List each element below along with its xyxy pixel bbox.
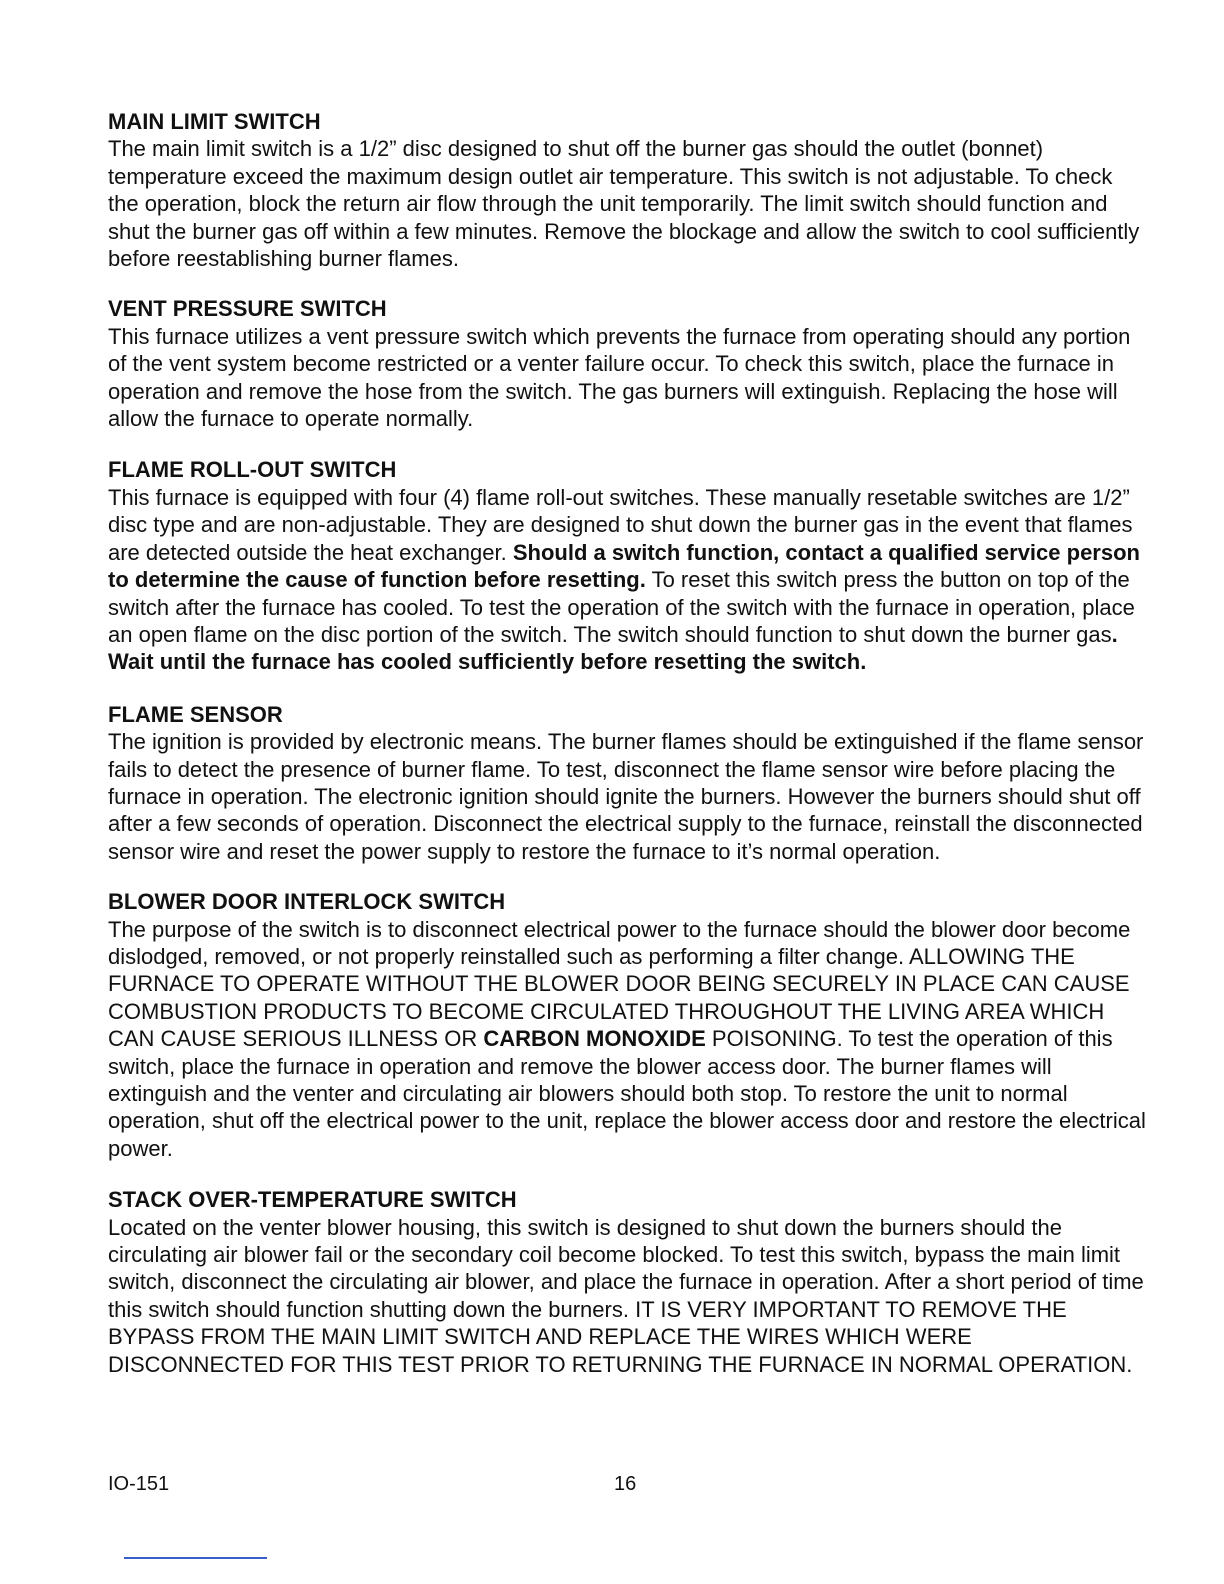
section-heading: VENT PRESSURE SWITCH xyxy=(108,296,387,322)
warning-text: CARBON MONOXIDE xyxy=(483,1026,706,1052)
body-text: POISONING. To test the operation of this switch, place the furnace in operation and remove the blower access door. The burner flames will extinguish and the venter and circulating air blowers should both stop. To restore the unit to normal operation, shut off the electrical power to the unit, replace the blower access door and restore the electrical power. xyxy=(108,1026,1146,1161)
section-body xyxy=(108,916,1148,1163)
body-text: The purpose of the switch is to disconnect electrical power to the furnace should the blower door become dislodged, removed, or not properly reinstalled such as performing a filter change. ALLOWING THE FURNACE TO OPERATE WITHOUT THE BLOWER DOOR BEING SECURELY IN PLACE CAN CAUSE COMBUSTION PRODUCTS TO BECOME CIRCULATED THROUGHOUT THE LIVING AREA WHICH CAN CAUSE SERIOUS ILLNESS OR xyxy=(108,916,1131,1052)
section-heading: FLAME ROLL-OUT SWITCH xyxy=(108,457,397,483)
section-body: The ignition is provided by electronic means. The burner flames should be extinguished if the flame sensor fails to detect the presence of burner flame. To test, disconnect the flame sensor wire before placing the furnace in operation. The electronic ignition should ignite the burners. However the burners should shut off after a few seconds of operation. Disconnect the electrical supply to the furnace, reinstall the disconnected sensor wire and reset the power supply to restore the furnace to it’s normal operation. xyxy=(108,729,1144,864)
footer-page-number: 16 xyxy=(614,1473,637,1495)
section-body xyxy=(108,484,1148,676)
section-main-limit-switch xyxy=(108,108,1148,272)
body-text: This furnace is equipped with four (4) flame roll-out switches. These manually resetable switches are 1/2” disc type and are non-adjustable. They are designed to shut down the burner gas in the event that flames are detected outside the heat exchanger. xyxy=(108,484,1133,565)
warning-text: Should a switch function, contact a qualified service person to determine the cause of function before resetting. xyxy=(108,539,1140,593)
section-heading: FLAME SENSOR xyxy=(108,701,283,727)
footer-document-id: IO-151 xyxy=(108,1473,170,1495)
warning-text: . Wait until the furnace has cooled sufficiently before resetting the switch. xyxy=(108,621,1118,675)
footer-divider xyxy=(124,1557,267,1559)
section-body: The main limit switch is a 1/2” disc designed to shut off the burner gas should the outlet (bonnet) temperature exceed the maximum design outlet air temperature. This switch is not adjustable. To check the operation, block the return air flow through the unit temporarily. The limit switch should function and shut the burner gas off within a few minutes. Remove the blockage and allow the switch to cool sufficiently before reestablishing burner flames. xyxy=(108,136,1140,272)
section-heading: BLOWER DOOR INTERLOCK SWITCH xyxy=(108,889,506,915)
section-flame-roll-out-switch xyxy=(108,456,1148,675)
document-page xyxy=(108,108,1148,1378)
section-blower-door-interlock-switch xyxy=(108,888,1148,1162)
section-flame-sensor xyxy=(108,701,1148,865)
section-vent-pressure-switch xyxy=(108,295,1148,432)
section-body: This furnace utilizes a vent pressure switch which prevents the furnace from operating should any portion of the vent system become restricted or a venter failure occur. To check this switch, place the furnace in operation and remove the hose from the switch. The gas burners will extinguish. Replacing the hose will allow the furnace to operate normally. xyxy=(108,323,1131,432)
section-body: Located on the venter blower housing, this switch is designed to shut down the burners should the circulating air blower fail or the secondary coil become blocked. To test this switch, bypass the main limit switch, disconnect the circulating air blower, and place the furnace in operation. After a short period of time this switch should function shutting down the burners. IT IS VERY IMPORTANT TO REMOVE THE BYPASS FROM THE MAIN LIMIT SWITCH AND REPLACE THE WIRES WHICH WERE DISCONNECTED FOR THIS TEST PRIOR TO RETURNING THE FURNACE IN NORMAL OPERATION. xyxy=(108,1214,1144,1377)
section-heading: STACK OVER-TEMPERATURE SWITCH xyxy=(108,1187,517,1213)
body-text: To reset this switch press the button on top of the switch after the furnace has cooled. To test the operation of the switch with the furnace in operation, place an open flame on the disc portion of the switch. The switch should function to shut down the burner gas xyxy=(108,567,1135,647)
section-stack-over-temperature-switch xyxy=(108,1186,1148,1378)
section-heading: MAIN LIMIT SWITCH xyxy=(108,109,321,134)
